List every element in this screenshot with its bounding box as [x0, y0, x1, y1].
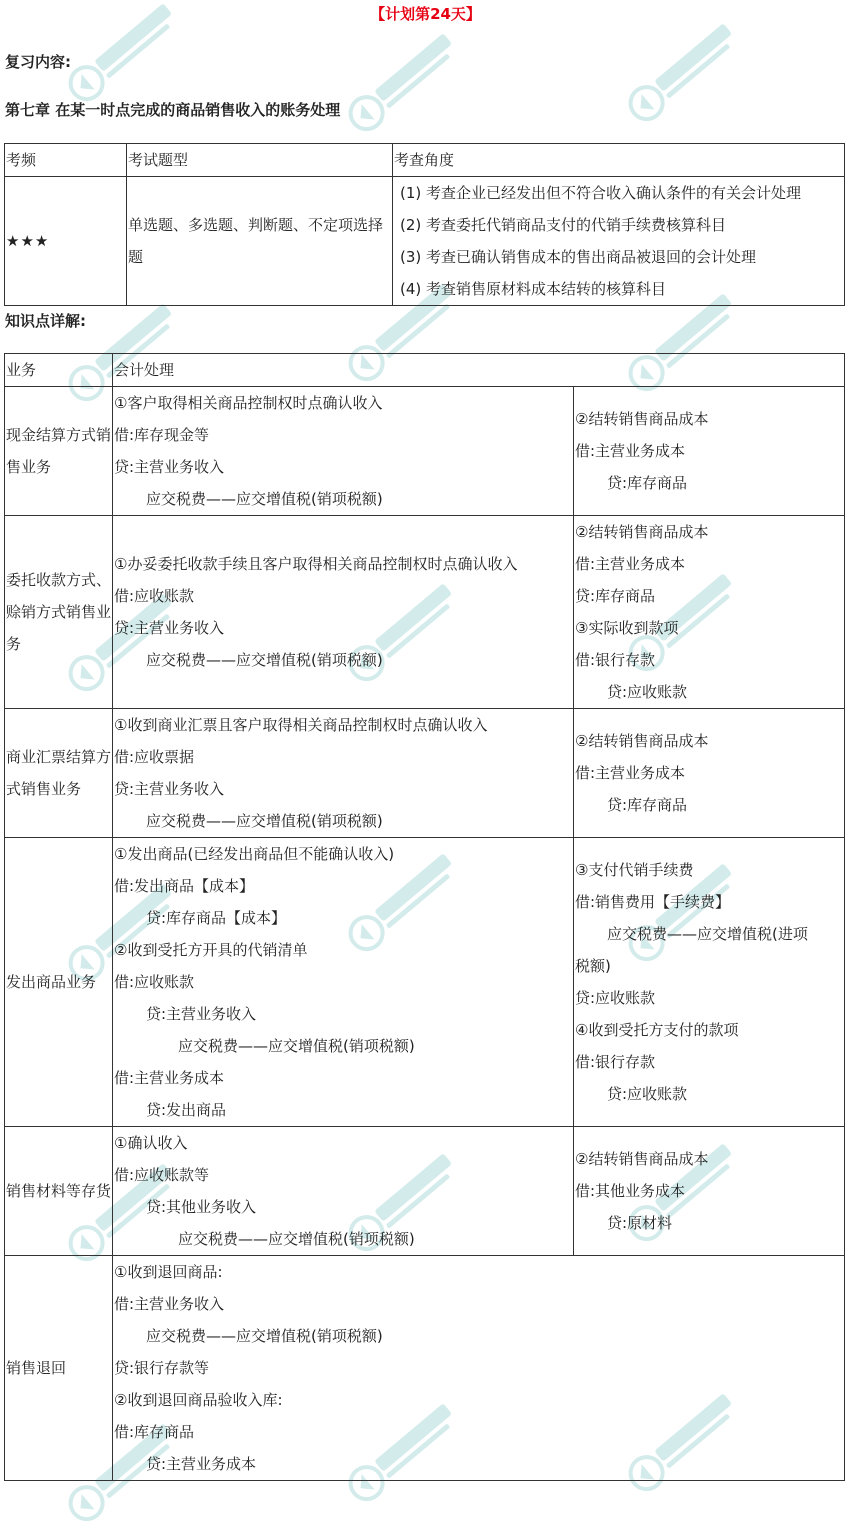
entry-line: ④收到受托方支付的款项: [575, 1021, 739, 1039]
accounting-detail-table: [4, 353, 845, 1481]
entry-left: [113, 516, 574, 709]
entry-line: 借:应收账款等: [114, 1166, 210, 1184]
entry-line: ①收到退回商品:: [114, 1263, 223, 1281]
business-row: [5, 516, 845, 709]
entry-right: [574, 387, 845, 516]
entry-line: 借:银行存款: [575, 651, 656, 669]
entry-line: ①客户取得相关商品控制权时点确认收入: [114, 394, 383, 412]
business-row: [5, 838, 845, 1127]
entry-left: [113, 709, 574, 838]
entry-line: ①办妥委托收款手续且客户取得相关商品控制权时点确认收入: [114, 555, 518, 573]
entry-line: 贷:应收账款: [575, 989, 656, 1007]
entry-left: [113, 387, 574, 516]
angle-item: (3) 考查已确认销售成本的售出商品被退回的会计处理: [400, 248, 757, 266]
entry-line: 贷:其他业务收入: [146, 1198, 257, 1216]
business-name-text: 发出商品业务: [6, 973, 97, 991]
entry-line: ②结转销售商品成本: [575, 732, 709, 750]
entry-line: ②收到退回商品验收入库:: [114, 1391, 283, 1409]
business-name: [5, 516, 113, 709]
entry-line: 贷:库存商品【成本】: [146, 909, 287, 927]
entry-line: ③实际收到款项: [575, 619, 679, 637]
question-types-cell: [127, 177, 393, 306]
entry-line: 贷:库存商品: [607, 474, 688, 492]
entry-right: [574, 709, 845, 838]
entry-line: 借:应收账款: [114, 587, 195, 605]
entry-line: ②结转销售商品成本: [575, 1150, 709, 1168]
entry-line: 贷:主营业务收入: [146, 1005, 257, 1023]
entry-line: 借:主营业务成本: [114, 1069, 225, 1087]
frequency-stars: ★★★: [5, 177, 127, 306]
entry-right: [574, 838, 845, 1127]
entry-line: 借:应收账款: [114, 973, 195, 991]
entry-line: 贷:库存商品: [607, 796, 688, 814]
entry-line: ①收到商业汇票且客户取得相关商品控制权时点确认收入: [114, 716, 488, 734]
entry-line: 借:应收票据: [114, 748, 195, 766]
entry-line: 应交税费——应交增值税(销项税额): [146, 1327, 383, 1345]
entry-line: 借:主营业务成本: [575, 442, 686, 460]
business-name-text: 委托收款方式、赊销方式销售业务: [6, 571, 112, 653]
entry-line: 贷:主营业务收入: [114, 619, 225, 637]
entry-line: ①发出商品(已经发出商品但不能确认收入): [114, 845, 395, 863]
chapter-title: 第七章 在某一时点完成的商品销售收入的账务处理: [5, 101, 341, 119]
entry-line: 应交税费——应交增值税(销项税额): [178, 1037, 415, 1055]
entry-full: [113, 1256, 845, 1481]
entry-line: ①确认收入: [114, 1134, 188, 1152]
business-name: [5, 709, 113, 838]
entry-left: [113, 838, 574, 1127]
entry-line: 应交税费——应交增值税(进项: [607, 925, 808, 943]
business-name: [5, 838, 113, 1127]
business-name: [5, 1256, 113, 1481]
entry-line: ②结转销售商品成本: [575, 523, 709, 541]
entry-line: 借:主营业务成本: [575, 555, 686, 573]
entry-line: 贷:主营业务收入: [114, 780, 225, 798]
entry-line: 应交税费——应交增值税(销项税额): [178, 1230, 415, 1248]
entry-line: 贷:库存商品: [575, 587, 656, 605]
entry-line: 借:库存现金等: [114, 426, 210, 444]
angle-item: (1) 考查企业已经发出但不符合收入确认条件的有关会计处理: [400, 184, 802, 202]
entry-line: 应交税费——应交增值税(销项税额): [146, 812, 383, 830]
business-name-text: 现金结算方式销售业务: [6, 426, 112, 476]
entry-line: 贷:应收账款: [607, 683, 688, 701]
entry-line: 借:库存商品: [114, 1423, 195, 1441]
business-name-text: 商业汇票结算方式销售业务: [6, 748, 112, 798]
entry-line: ②结转销售商品成本: [575, 410, 709, 428]
entry-line: 借:其他业务成本: [575, 1182, 686, 1200]
entry-line: 应交税费——应交增值税(销项税额): [146, 651, 383, 669]
question-types-text: 单选题、多选题、判断题、不定项选择题: [128, 216, 384, 266]
entry-line: 贷:主营业务收入: [114, 458, 225, 476]
entry-line: 贷:原材料: [607, 1214, 673, 1232]
entry-line: 贷:发出商品: [146, 1101, 227, 1119]
entry-line: 借:销售费用【手续费】: [575, 893, 731, 911]
angles-cell: [393, 177, 845, 306]
entry-line: 贷:应收账款: [607, 1085, 688, 1103]
entry-line: 贷:银行存款等: [114, 1359, 210, 1377]
header-frequency: 考频: [5, 144, 127, 177]
entry-right: [574, 516, 845, 709]
detail-header-row: [5, 354, 845, 387]
business-row: [5, 387, 845, 516]
entry-line: 贷:主营业务成本: [146, 1455, 257, 1473]
entry-line: 借:主营业务收入: [114, 1295, 225, 1313]
review-label: 复习内容:: [5, 53, 71, 71]
exam-table-header-row: [5, 144, 845, 177]
entry-line: 应交税费——应交增值税(销项税额): [146, 490, 383, 508]
entry-line: 借:发出商品【成本】: [114, 877, 255, 895]
entry-line: 税额): [575, 957, 611, 975]
exam-frequency-table: [4, 143, 845, 306]
header-accounting: 会计处理: [113, 354, 845, 387]
business-row: [5, 709, 845, 838]
angle-item: (2) 考查委托代销商品支付的代销手续费核算科目: [400, 216, 727, 234]
business-name: [5, 1127, 113, 1256]
entry-line: ③支付代销手续费: [575, 861, 694, 879]
business-name-text: 销售材料等存货: [6, 1182, 112, 1200]
header-question-types: 考试题型: [127, 144, 393, 177]
business-row: [5, 1127, 845, 1256]
entry-line: ②收到受托方开具的代销清单: [114, 941, 308, 959]
business-row: [5, 1256, 845, 1481]
exam-table-row: [5, 177, 845, 306]
header-business: 业务: [5, 354, 113, 387]
header-angles: 考查角度: [393, 144, 845, 177]
plan-title: 【计划第24天】: [370, 5, 481, 23]
knowledge-label: 知识点详解:: [5, 312, 86, 330]
entry-line: 借:银行存款: [575, 1053, 656, 1071]
angle-item: (4) 考查销售原材料成本结转的核算科目: [400, 280, 667, 298]
entry-right: [574, 1127, 845, 1256]
entry-line: 借:主营业务成本: [575, 764, 686, 782]
business-name-text: 销售退回: [6, 1359, 67, 1377]
business-name: [5, 387, 113, 516]
entry-left: [113, 1127, 574, 1256]
